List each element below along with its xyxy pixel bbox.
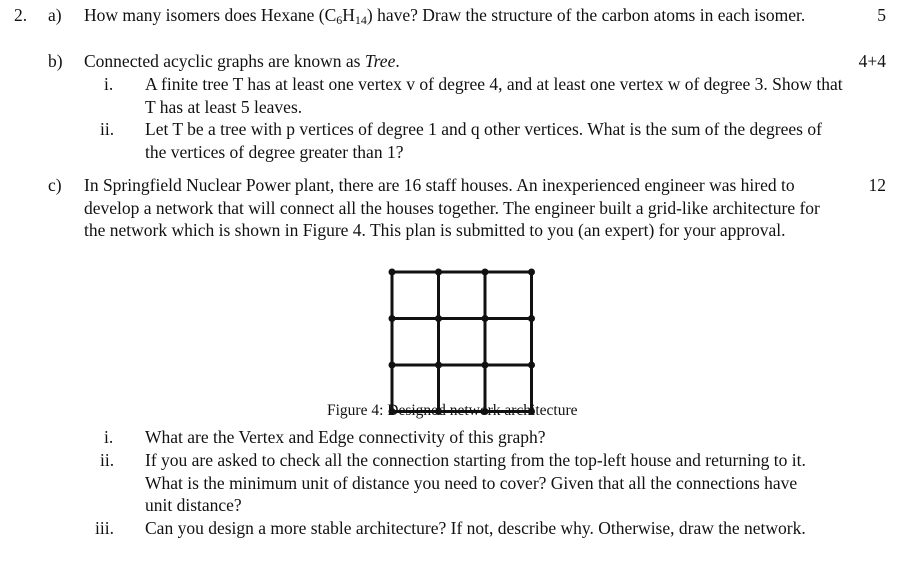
part-c-item-label: iii. [95, 518, 114, 538]
part-b-item-text: Let T be a tree with p vertices of degree 1 and q other vertices. What is the sum of the degrees of the vertices of degree greater than 1? [145, 119, 822, 162]
part-c-label: c) [48, 175, 62, 195]
network-vertex [389, 315, 396, 322]
part-c-item-text: What are the Vertex and Edge connectivity of this graph? [145, 427, 546, 447]
part-c-item-text: If you are asked to check all the connection starting from the top-left house and returning to it. What is the minimum unit of distance you need to cover? Given that all the connections have unit distance? [145, 450, 806, 515]
part-b-item-text: A finite tree T has at least one vertex v of degree 4, and at least one vertex w of degree 3. Show that T has at least 5 leaves. [145, 74, 843, 117]
network-vertex [389, 269, 396, 276]
part-c-item-label: i. [104, 427, 114, 447]
part-a-label: a) [48, 5, 62, 25]
network-vertex [389, 362, 396, 369]
network-vertex [528, 362, 535, 369]
network-vertex [528, 269, 535, 276]
part-c-item-text: Can you design a more stable architecture? If not, describe why. Otherwise, draw the network. [145, 518, 806, 538]
question-number: 2. [14, 5, 28, 25]
figure-caption: Figure 4: Designed network architecture [327, 402, 578, 419]
part-b-marks: 4+4 [858, 51, 886, 71]
part-a-marks: 5 [877, 5, 886, 25]
part-c-item-label: ii. [100, 450, 115, 470]
part-b-item-label: i. [104, 74, 114, 94]
network-vertex [435, 269, 442, 276]
network-grid-figure [380, 262, 540, 422]
part-b-text: Connected acyclic graphs are known as Tree. [84, 51, 400, 71]
network-vertex [435, 362, 442, 369]
network-vertex [482, 315, 489, 322]
network-vertex [482, 269, 489, 276]
network-vertex [482, 362, 489, 369]
part-c-marks: 12 [868, 175, 886, 195]
network-vertex [528, 315, 535, 322]
part-b-item-label: ii. [100, 119, 115, 139]
part-a-text: How many isomers does Hexane $(C_6H_{14})$ have? Draw the structure of the carbon atoms in each isomer. [84, 5, 806, 27]
part-c-text: In Springfield Nuclear Power plant, there are 16 staff houses. An inexperienced engineer was hired to develop a network that will connect all the houses together. The engineer built a grid-like architecture for the network which is shown in Figure 4. This plan is submitted to you (an expert) for your approval. [84, 175, 820, 240]
network-vertex [435, 315, 442, 322]
part-b-label: b) [48, 51, 63, 71]
